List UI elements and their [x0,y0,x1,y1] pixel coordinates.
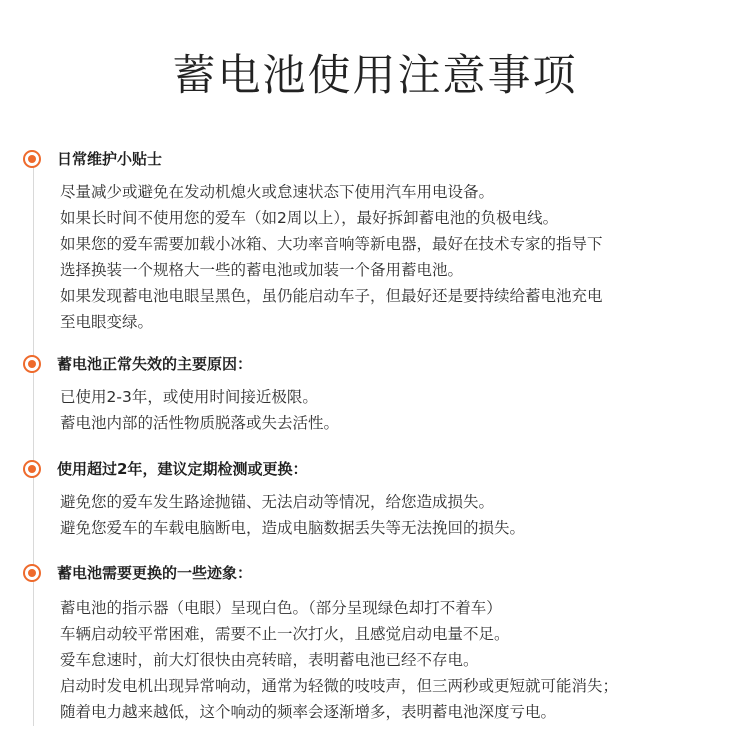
section-line: 如果发现蓄电池电眼呈黑色，虽仍能启动车子，但最好还是要持续给蓄电池充电 [60,287,603,305]
section-line: 已使用2-3年，或使用时间接近极限。 [60,388,318,406]
section-line: 避免您爱车的车载电脑断电，造成电脑数据丢失等无法挽回的损失。 [60,519,526,537]
section-line: 避免您的爱车发生路途抛锚、无法启动等情况，给您造成损失。 [60,493,495,511]
section-line: 尽量减少或避免在发动机熄火或怠速状态下使用汽车用电设备。 [60,183,495,201]
bullet-marker-icon [23,150,41,168]
section-line: 车辆启动较平常困难，需要不止一次打火，且感觉启动电量不足。 [60,625,510,643]
section-line: 蓄电池的指示器（电眼）呈现白色。（部分呈现绿色却打不着车） [60,599,502,617]
section-heading: 蓄电池需要更换的一些迹象： [57,564,253,582]
section-heading: 日常维护小贴士 [57,150,163,168]
bullet-marker-icon [23,564,41,582]
page-title: 蓄电池使用注意事项 [172,51,578,101]
section-line: 至电眼变绿。 [60,313,154,331]
section-line: 蓄电池内部的活性物质脱落或失去活性。 [60,414,340,432]
section-heading: 蓄电池正常失效的主要原因： [57,355,253,373]
section-line: 随着电力越来越低，这个响动的频率会逐渐增多，表明蓄电池深度亏电。 [60,703,557,721]
section-line: 选择换装一个规格大一些的蓄电池或加装一个备用蓄电池。 [60,261,464,279]
section-line: 启动时发电机出现异常响动，通常为轻微的吱吱声，但三两秒或更短就可能消失； [60,677,619,695]
section-heading: 使用超过2年，建议定期检测或更换： [57,460,308,478]
section-line: 如果您的爱车需要加载小冰箱、大功率音响等新电器，最好在技术专家的指导下 [60,235,603,253]
bullet-marker-icon [23,460,41,478]
bullet-marker-icon [23,355,41,373]
timeline-line [33,166,34,726]
section-line: 爱车怠速时，前大灯很快由亮转暗，表明蓄电池已经不存电。 [60,651,479,669]
section-line: 如果长时间不使用您的爱车（如2周以上），最好拆卸蓄电池的负极电线。 [60,209,559,227]
